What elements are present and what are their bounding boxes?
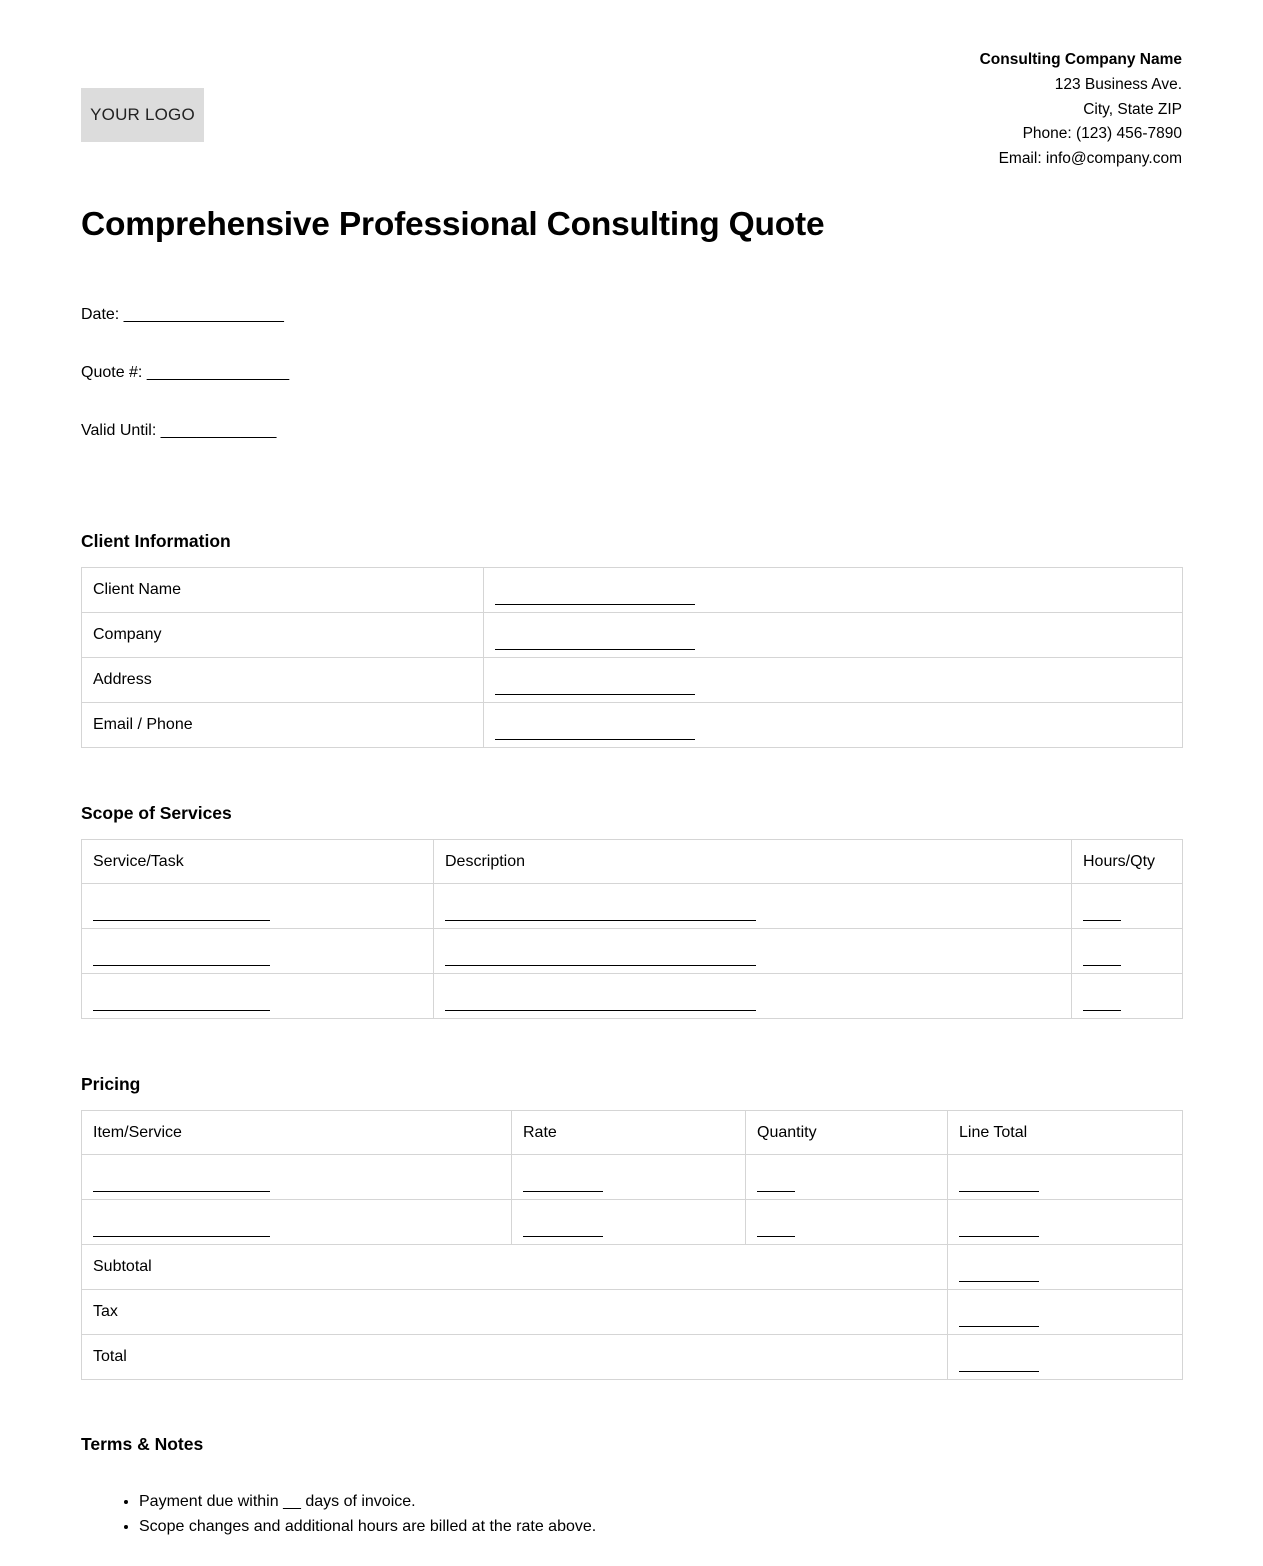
table-row	[82, 1245, 1183, 1290]
blank-line	[959, 1371, 1039, 1372]
scope-hours-cell[interactable]	[1072, 929, 1183, 974]
logo-placeholder-box	[81, 88, 204, 142]
company-info-block	[980, 48, 1182, 172]
table-row	[82, 929, 1183, 974]
company-email: Email: info@company.com	[998, 150, 1182, 168]
blank-line	[495, 649, 695, 650]
blank-line	[495, 739, 695, 740]
blank-line	[445, 920, 756, 921]
table-row	[82, 1155, 1183, 1200]
blank-line	[93, 1191, 270, 1192]
client-company-input-cell[interactable]	[484, 613, 1183, 658]
table-row	[82, 1290, 1183, 1335]
pricing-rate-cell[interactable]	[512, 1155, 746, 1200]
client-email-phone-label: Email / Phone	[82, 703, 484, 748]
table-header-row	[82, 840, 1183, 884]
pricing-table	[81, 1110, 1183, 1380]
blank-line	[959, 1236, 1039, 1237]
blank-line	[959, 1191, 1039, 1192]
blank-line	[757, 1236, 795, 1237]
table-row	[82, 703, 1183, 748]
table-header-row	[82, 1111, 1183, 1155]
total-value-cell[interactable]	[948, 1335, 1183, 1380]
table-row	[82, 974, 1183, 1019]
pricing-column-header-rate: Rate	[512, 1111, 746, 1155]
tax-label: Tax	[82, 1290, 948, 1335]
table-row	[82, 884, 1183, 929]
quote-number-field: Quote #: ________________	[81, 363, 290, 381]
company-phone: Phone: (123) 456-7890	[1022, 125, 1182, 143]
page-title: Comprehensive Professional Consulting Quote	[81, 206, 825, 243]
scope-column-header-service: Service/Task	[82, 840, 434, 884]
pricing-line-total-cell[interactable]	[948, 1200, 1183, 1245]
scope-description-cell[interactable]	[434, 884, 1072, 929]
client-company-label: Company	[82, 613, 484, 658]
blank-line	[495, 604, 695, 605]
client-address-label: Address	[82, 658, 484, 703]
pricing-column-header-line-total: Line Total	[948, 1111, 1183, 1155]
logo-placeholder-text: YOUR LOGO	[90, 105, 195, 124]
quote-valid-until-field: Valid Until: _____________	[81, 422, 277, 440]
quote-date-field: Date: __________________	[81, 305, 284, 323]
blank-line	[445, 1010, 756, 1011]
section-heading-client-information: Client Information	[81, 531, 231, 552]
table-row	[82, 1200, 1183, 1245]
blank-line	[523, 1191, 603, 1192]
pricing-line-total-cell[interactable]	[948, 1155, 1183, 1200]
total-label: Total	[82, 1335, 948, 1380]
table-row	[82, 568, 1183, 613]
company-address-line-2: City, State ZIP	[1083, 100, 1182, 118]
blank-line	[1083, 920, 1121, 921]
blank-line	[93, 1010, 270, 1011]
client-information-table	[81, 567, 1183, 748]
client-email-phone-input-cell[interactable]	[484, 703, 1183, 748]
scope-service-cell[interactable]	[82, 884, 434, 929]
blank-line	[757, 1191, 795, 1192]
list-item: • Payment due within __ days of invoice.	[139, 1489, 1182, 1514]
blank-line	[93, 965, 270, 966]
client-name-label: Client Name	[82, 568, 484, 613]
company-address-line-1: 123 Business Ave.	[1054, 75, 1182, 93]
pricing-item-cell[interactable]	[82, 1200, 512, 1245]
blank-line	[93, 1236, 270, 1237]
section-heading-terms-and-notes: Terms & Notes	[81, 1434, 204, 1455]
blank-line	[495, 694, 695, 695]
blank-line	[445, 965, 756, 966]
blank-line	[959, 1326, 1039, 1327]
pricing-quantity-cell[interactable]	[746, 1200, 948, 1245]
pricing-column-header-item: Item/Service	[82, 1111, 512, 1155]
subtotal-label: Subtotal	[82, 1245, 948, 1290]
pricing-quantity-cell[interactable]	[746, 1155, 948, 1200]
pricing-rate-cell[interactable]	[512, 1200, 746, 1245]
scope-column-header-hours: Hours/Qty	[1072, 840, 1183, 884]
pricing-column-header-quantity: Quantity	[746, 1111, 948, 1155]
blank-line	[523, 1236, 603, 1237]
client-address-input-cell[interactable]	[484, 658, 1183, 703]
subtotal-value-cell[interactable]	[948, 1245, 1183, 1290]
document-header	[81, 0, 1182, 168]
scope-hours-cell[interactable]	[1072, 884, 1183, 929]
quote-meta-block	[81, 266, 1182, 479]
table-row	[82, 613, 1183, 658]
terms-list	[81, 1489, 1182, 1539]
company-name: Consulting Company Name	[979, 51, 1182, 68]
blank-line	[1083, 965, 1121, 966]
scope-column-header-description: Description	[434, 840, 1072, 884]
table-row	[82, 658, 1183, 703]
table-row	[82, 1335, 1183, 1380]
scope-hours-cell[interactable]	[1072, 974, 1183, 1019]
blank-line	[959, 1281, 1039, 1282]
scope-of-services-table	[81, 839, 1183, 1019]
blank-line	[93, 920, 270, 921]
section-heading-pricing: Pricing	[81, 1074, 141, 1095]
blank-line	[1083, 1010, 1121, 1011]
scope-description-cell[interactable]	[434, 929, 1072, 974]
client-name-input-cell[interactable]	[484, 568, 1183, 613]
section-heading-scope-of-services: Scope of Services	[81, 803, 232, 824]
scope-service-cell[interactable]	[82, 974, 434, 1019]
pricing-item-cell[interactable]	[82, 1155, 512, 1200]
scope-service-cell[interactable]	[82, 929, 434, 974]
scope-description-cell[interactable]	[434, 974, 1072, 1019]
list-item: • Scope changes and additional hours are billed at the rate above.	[139, 1514, 1182, 1539]
tax-value-cell[interactable]	[948, 1290, 1183, 1335]
